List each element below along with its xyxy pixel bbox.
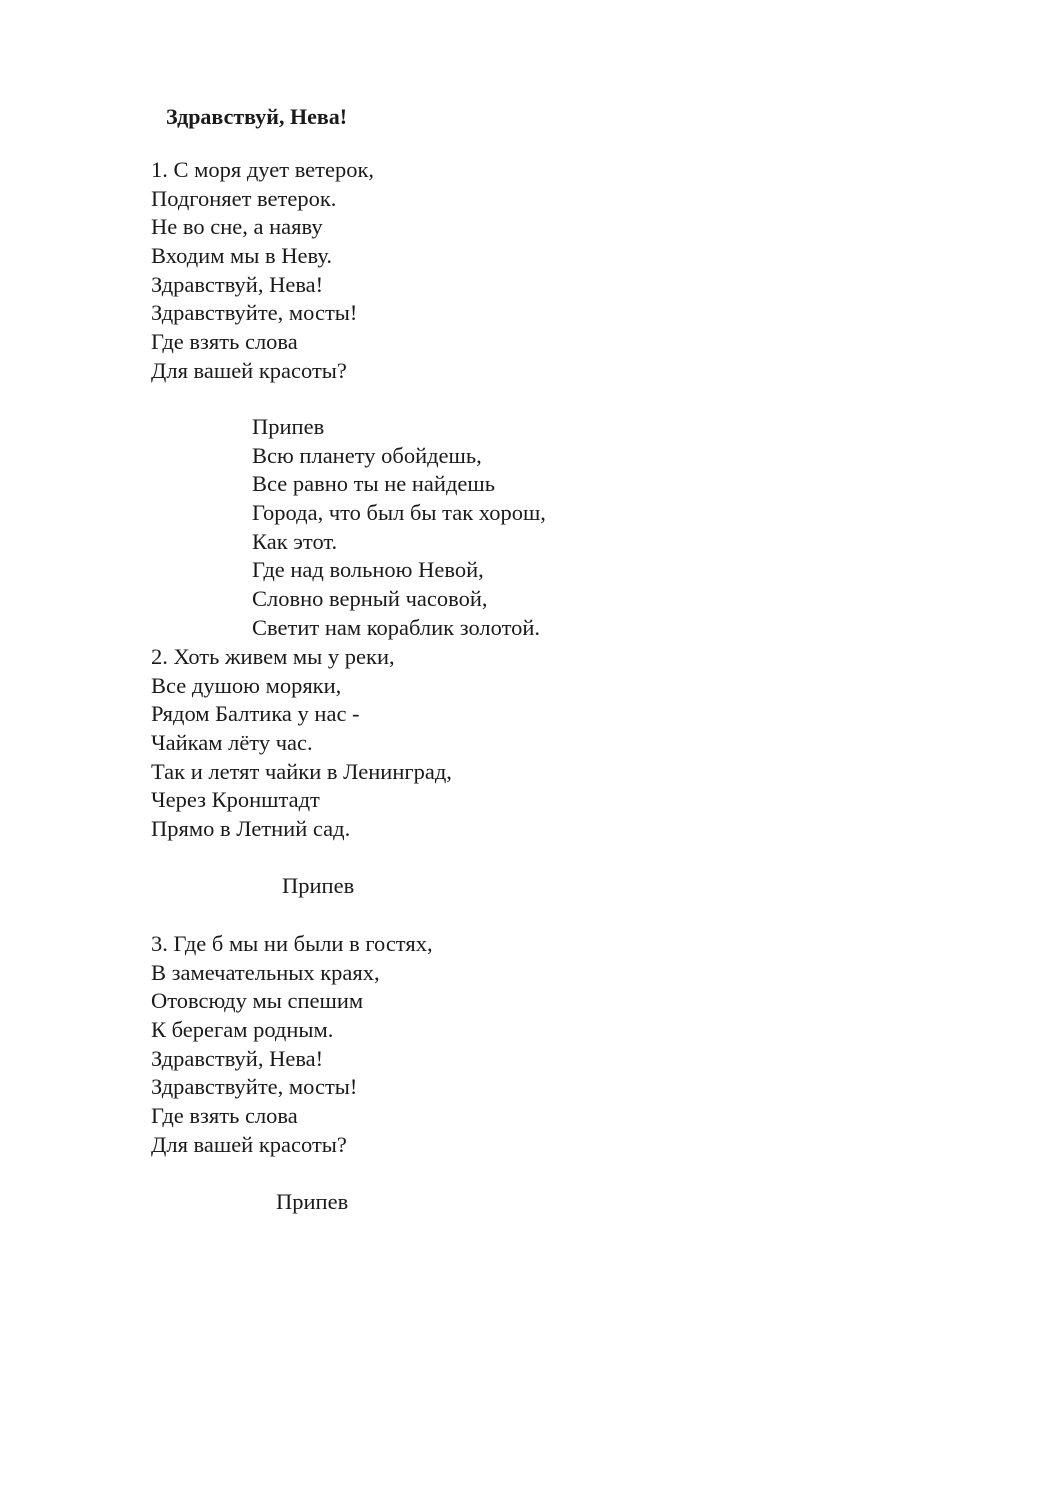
chorus-line: Как этот. [252, 528, 338, 554]
verse-3 [151, 930, 433, 1160]
chorus-line: Всю планету обойдешь, [252, 442, 482, 468]
verse-1 [151, 156, 374, 386]
verse-line: Входим мы в Неву. [151, 243, 332, 269]
verse-line: 1. С моря дует ветерок, [151, 157, 375, 182]
verse-line: Здравствуйте, мосты! [151, 300, 358, 326]
verse-line: К берегам родным. [151, 1017, 334, 1043]
chorus-label: Припев [252, 414, 325, 439]
song-title: Здравствуй, Нева! [166, 104, 348, 129]
chorus-line: Где над вольною Невой, [252, 557, 484, 583]
chorus-reference: Припев [276, 1189, 349, 1214]
verse-2 [151, 643, 452, 844]
verse-line: Не во сне, а наяву [151, 214, 323, 240]
verse-line: Здравствуй, Нева! [151, 271, 324, 297]
chorus [252, 413, 546, 643]
verse-line: Здравствуй, Нева! [151, 1045, 324, 1071]
verse-line: Для вашей красоты? [151, 357, 347, 383]
chorus-line: Все равно ты не найдешь [252, 471, 495, 497]
verse-line: Где взять слова [151, 329, 298, 355]
verse-line: Так и летят чайки в Ленинград, [151, 758, 452, 784]
verse-line: Прямо в Летний сад. [151, 816, 351, 842]
verse-line: В замечательных краях, [151, 959, 380, 985]
chorus-reference: Припев [282, 873, 355, 898]
chorus-line: Светит нам кораблик золотой. [252, 614, 541, 640]
verse-line: 2. Хоть живем мы у реки, [151, 644, 395, 669]
verse-line: Отовсюду мы спешим [151, 988, 364, 1014]
verse-line: Все душою моряки, [151, 672, 342, 698]
verse-line: Где взять слова [151, 1103, 298, 1129]
chorus-line: Словно верный часовой, [252, 586, 488, 612]
verse-line: Чайкам лёту час. [151, 730, 313, 756]
verse-line: Для вашей красоты? [151, 1131, 347, 1157]
verse-line: Здравствуйте, мосты! [151, 1074, 358, 1100]
verse-line: Подгоняет ветерок. [151, 185, 337, 211]
verse-line: 3. Где б мы ни были в гостях, [151, 931, 433, 956]
verse-line: Через Кронштадт [151, 787, 320, 813]
chorus-line: Города, что был бы так хорош, [252, 500, 546, 526]
verse-line: Рядом Балтика у нас - [151, 701, 360, 727]
